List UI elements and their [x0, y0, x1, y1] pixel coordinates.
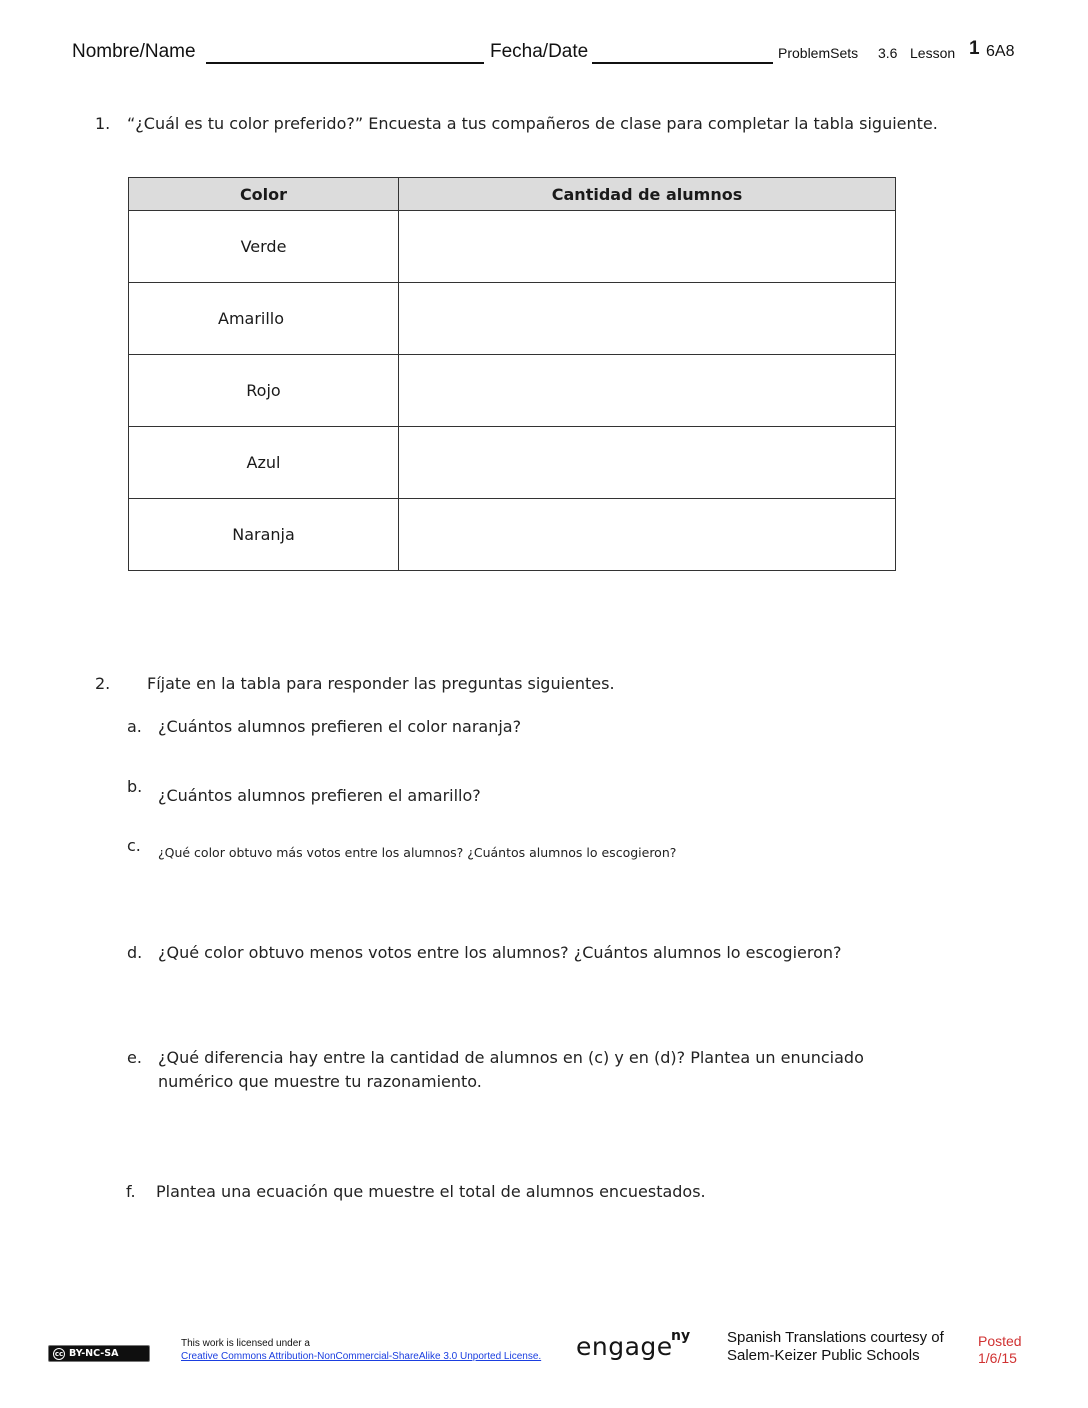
- license-link[interactable]: Creative Commons Attribution-NonCommercial-ShareAlike 3.0 Unported License.: [181, 1351, 542, 1362]
- table-header-row: [129, 178, 896, 211]
- count-cell[interactable]: [399, 211, 896, 283]
- posted-label: Posted: [978, 1333, 1022, 1349]
- part-b-letter: b.: [127, 777, 143, 796]
- name-label: Nombre/Name: [72, 41, 196, 62]
- survey-table: [128, 177, 896, 571]
- color-cell: [129, 211, 399, 283]
- color-cell: [129, 499, 399, 571]
- color-label: Naranja: [232, 525, 295, 544]
- q2-text: Fíjate en la tabla para responder las preguntas siguientes.: [147, 674, 615, 693]
- lesson-code: 6A8: [986, 43, 1015, 60]
- date-blank[interactable]: [592, 62, 773, 64]
- engageny-logo: engage: [576, 1332, 673, 1361]
- lesson-number: 1: [969, 38, 980, 59]
- color-label: Azul: [246, 453, 281, 472]
- problem-sets-label: ProblemSets: [778, 45, 859, 61]
- count-cell[interactable]: [399, 283, 896, 355]
- part-f-text: Plantea una ecuación que muestre el total de alumnos encuestados.: [156, 1182, 706, 1201]
- color-cell: [129, 355, 399, 427]
- color-label: Amarillo: [218, 309, 285, 328]
- cc-icon: cc: [54, 1349, 64, 1358]
- q1-number: 1.: [95, 114, 111, 133]
- table-row: [129, 499, 896, 571]
- part-c-text: ¿Qué color obtuvo más votos entre los alumnos? ¿Cuántos alumnos lo escogieron?: [158, 845, 677, 860]
- table-row: [129, 283, 896, 355]
- color-cell: [129, 283, 399, 355]
- courtesy-line1: Spanish Translations courtesy of: [727, 1329, 944, 1346]
- engageny-logo-sup: ny: [671, 1328, 691, 1344]
- part-e-text-line2: numérico que muestre tu razonamiento.: [158, 1072, 482, 1091]
- part-f-letter: f.: [126, 1182, 136, 1201]
- cc-badge-text: BY-NC-SA: [69, 1348, 119, 1359]
- part-c-letter: c.: [127, 836, 141, 855]
- table-row: [129, 355, 896, 427]
- posted-date: 1/6/15: [978, 1350, 1017, 1366]
- color-label: Rojo: [246, 381, 281, 400]
- part-d-text: ¿Qué color obtuvo menos votos entre los alumnos? ¿Cuántos alumnos lo escogieron?: [158, 943, 842, 962]
- part-b-text: ¿Cuántos alumnos prefieren el amarillo?: [158, 786, 481, 805]
- count-cell[interactable]: [399, 427, 896, 499]
- count-cell[interactable]: [399, 499, 896, 571]
- table-row: [129, 211, 896, 283]
- date-label: Fecha/Date: [490, 41, 589, 62]
- lesson-label: Lesson: [910, 45, 956, 61]
- header-count: Cantidad de alumnos: [399, 178, 896, 211]
- q1-text: “¿Cuál es tu color preferido?” Encuesta a tus compañeros de clase para completar la tabla siguiente.: [127, 114, 938, 133]
- header-color: Color: [129, 178, 399, 211]
- part-a-text: ¿Cuántos alumnos prefieren el color naranja?: [158, 717, 522, 736]
- module-number: 3.6: [878, 45, 898, 61]
- name-blank[interactable]: [206, 62, 484, 64]
- courtesy-line2: Salem-Keizer Public Schools: [727, 1347, 920, 1364]
- count-cell[interactable]: [399, 355, 896, 427]
- part-e-text-line1: ¿Qué diferencia hay entre la cantidad de alumnos en (c) y en (d)? Plantea un enunciado: [158, 1048, 864, 1067]
- part-a-letter: a.: [127, 717, 142, 736]
- color-cell: [129, 427, 399, 499]
- q2-number: 2.: [95, 674, 111, 693]
- color-label: Verde: [240, 237, 287, 256]
- license-text: This work is licensed under a: [181, 1338, 310, 1349]
- table-row: [129, 427, 896, 499]
- part-d-letter: d.: [127, 943, 143, 962]
- cc-license-badge[interactable]: [48, 1345, 150, 1362]
- part-e-letter: e.: [127, 1048, 142, 1067]
